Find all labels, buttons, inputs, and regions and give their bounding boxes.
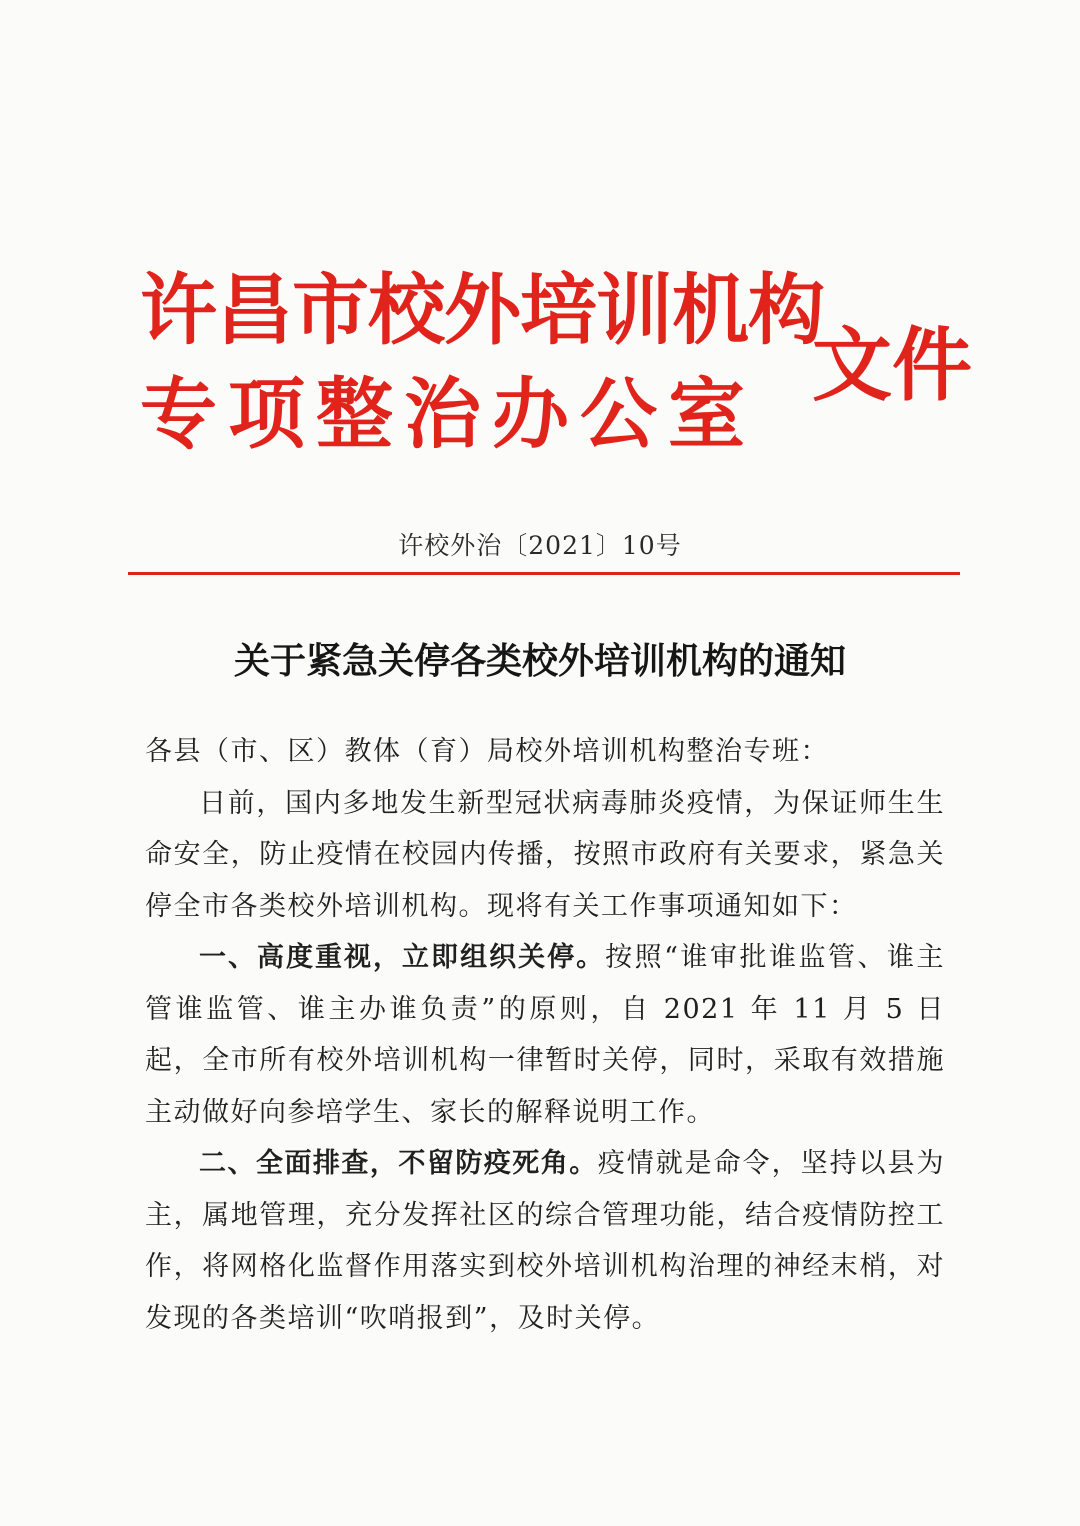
paragraph-item-1	[145, 932, 945, 1138]
paragraph-item-1-text: 按照“谁审批谁监管、谁主管谁监管、谁主办谁负责”的原则，自 2021 年 11 月 5 日起，全市所有校外培训机构一律暂时关停，同时，采取有效措施主动做好向参培学生、家长的解释说明工作。	[145, 942, 945, 1128]
document-number: 许校外治〔2021〕10号	[398, 531, 682, 560]
document-type-label: 文件	[812, 319, 972, 412]
paragraph-item-2-text: 疫情就是命令，坚持以县为主，属地管理，充分发挥社区的综合管理功能，结合疫情防控工作，将网格化监督作用落实到校外培训机构治理的神经末梢，对发现的各类培训“吹哨报到”，及时关停。	[145, 1148, 946, 1334]
paragraph-item-2-heading: 二、全面排查，不留防疫死角。	[199, 1148, 598, 1179]
paragraph-intro-text: 日前，国内多地发生新型冠状病毒肺炎疫情，为保证师生生命安全，防止疫情在校园内传播，按照市政府有关要求，紧急关停全市各类校外培训机构。现将有关工作事项通知如下：	[145, 787, 945, 922]
paragraph-intro	[145, 778, 945, 933]
paragraph-item-1-heading: 一、高度重视，立即组织关停。	[199, 942, 606, 973]
red-divider-line	[128, 572, 960, 575]
issuing-office-name-line-2: 专项整治办公室	[140, 371, 756, 460]
salutation: 各县（市、区）教体（育）局校外培训机构整治专班：	[145, 736, 829, 767]
paragraph-item-2	[145, 1138, 945, 1344]
issuing-office-header	[140, 262, 824, 466]
issuing-office-name-line-1: 许昌市校外培训机构	[140, 267, 824, 356]
notice-body	[145, 726, 945, 1344]
notice-title: 关于紧急关停各类校外培训机构的通知	[233, 640, 846, 682]
